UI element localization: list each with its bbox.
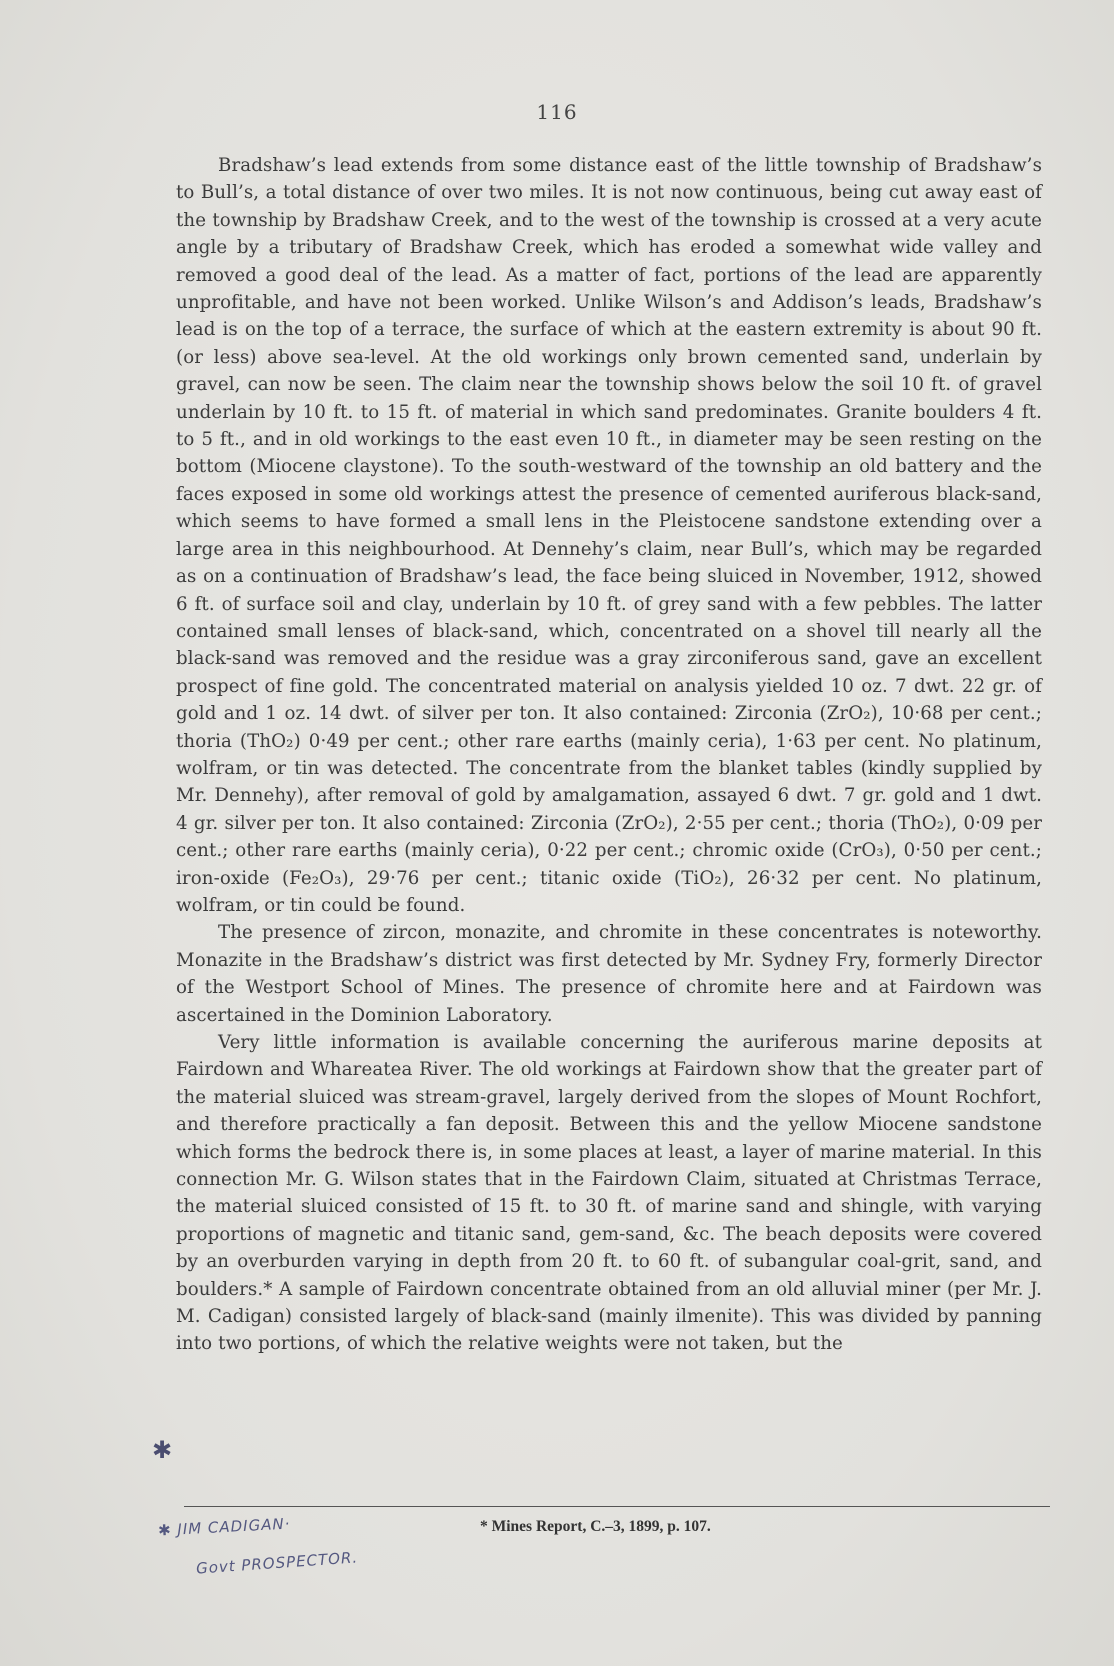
paragraph-1: Bradshaw’s lead extends from some distance east of the little township of Bradshaw’s to Bull’s, a total distance of over two miles. It is not now continuous, being cut away east of the township by Bradshaw Creek, and to the west of the township is crossed at a very acute angle by a tributary of Bradshaw Creek, which has eroded a somewhat wide valley and removed a good deal of the lead. As a matter of fact, portions of the lead are apparently unprofitable, and have not been worked. Unlike Wilson’s and Addison’s leads, Bradshaw’s lead is on the top of a terrace, the surface of which at the eastern extremity is about 90 ft. (or less) above sea-level. At the old workings only brown cemented sand, underlain by gravel, can now be seen. The claim near the township shows below the soil 10 ft. of gravel underlain by 10 ft. to 15 ft. of material in which sand predominates. Granite boulders 4 ft. to 5 ft., and in old workings to the east even 10 ft., in diameter may be seen resting on the bottom (Miocene claystone). To the south-westward of the township an old battery and the faces exposed in some old workings attest the presence of cemented auriferous black-sand, which seems to have formed a small lens in the Pleistocene sandstone extending over a large area in this neighbourhood. At Dennehy’s claim, near Bull’s, which may be regarded as on a continuation of Bradshaw’s lead, the face being sluiced in November, 1912, showed 6 ft. of surface soil and clay, underlain by 10 ft. of grey sand with a few pebbles. The latter contained small lenses of black-sand, which, concentrated on a shovel till nearly all the black-sand was removed and the residue was a gray zirconiferous sand, gave an excellent prospect of fine gold. The concentrated material on analysis yielded 10 oz. 7 dwt. 22 gr. of gold and 1 oz. 14 dwt. of silver per ton. It also contained: Zirconia (ZrO₂), 10·68 per cent.; thoria (ThO₂) 0·49 per cent.; other rare earths (mainly ceria), 1·63 per cent. No platinum, wolfram, or tin was detected. The concentrate from the blanket tables (kindly supplied by Mr. Dennehy), after removal of gold by amalgamation, assayed 6 dwt. 7 gr. gold and 1 dwt. 4 gr. silver per ton. It also contained: Zirconia (ZrO₂), 2·55 per cent.; thoria (ThO₂), 0·09 per cent.; other rare earths (mainly ceria), 0·22 per cent.; chromic oxide (CrO₃), 0·50 per cent.; iron-oxide (Fe₂O₃), 29·76 per cent.; titanic oxide (TiO₂), 26·32 per cent. No platinum, wolfram, or tin could be found. — [176, 155, 1042, 916]
paragraph-3: Very little information is available concerning the auriferous marine deposits at Fairdown and Whareatea River. The old workings at Fairdown show that the greater part of the material sluiced was stream-gravel, largely derived from the slopes of Mount Rochfort, and therefore practically a fan deposit. Between this and the yellow Miocene sandstone which forms the bedrock there is, in some places at least, a layer of marine material. In this connection Mr. G. Wilson states that in the Fairdown Claim, situated at Christmas Terrace, the material sluiced consisted of 15 ft. to 30 ft. of marine sand and shingle, with varying proportions of magnetic and titanic sand, gem-sand, &c. The beach deposits were covered by an overburden varying in depth from 20 ft. to 60 ft. of subangular coal-grit, sand, and boulders.* A sample of Fairdown concentrate obtained from an old alluvial miner (per Mr. J. M. Cadigan) consisted largely of black-sand (mainly ilmenite). This was divided by panning into two portions, of which the relative weights were not taken, but the — [176, 1032, 1042, 1355]
handwritten-note-title: Govt PROSPECTOR. — [195, 1548, 359, 1578]
footnote: * Mines Report, C.–3, 1899, p. 107. — [480, 1518, 711, 1535]
handwritten-note-name: ✱ JIM CADIGAN· — [157, 1514, 291, 1540]
page-number: 116 — [536, 100, 578, 124]
paragraph-2: The presence of zircon, monazite, and chromite in these concentrates is noteworthy. Monazite in the Bradshaw’s district was first detected by Mr. Sydney Fry, formerly Director of the Westport School of Mines. The presence of chromite here and at Fairdown was ascertained in the Dominion Laboratory. — [176, 922, 1042, 1026]
body-text — [176, 152, 1042, 1358]
margin-asterisk-mark: ✱ — [152, 1436, 173, 1464]
footnote-rule — [184, 1506, 1050, 1507]
